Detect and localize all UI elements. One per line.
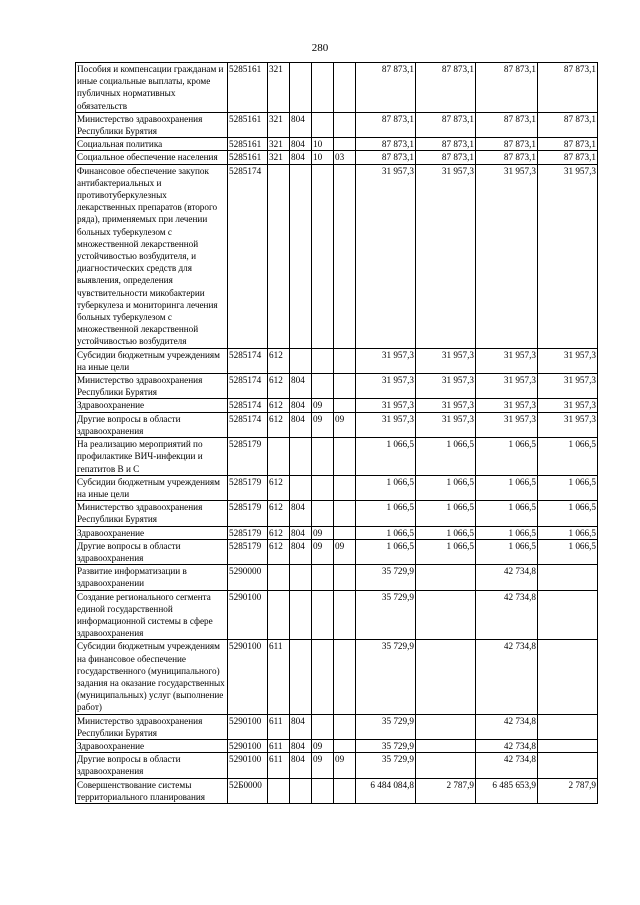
ministry-code: [290, 590, 312, 640]
amount-3: 6 485 653,9: [476, 778, 538, 803]
amount-3: 87 873,1: [476, 63, 538, 113]
amount-4: [538, 590, 598, 640]
section-code: 09: [312, 753, 334, 778]
amount-3: 31 957,3: [476, 374, 538, 399]
expense-type-code: 612: [268, 374, 290, 399]
amount-2: 87 873,1: [416, 63, 476, 113]
section-code: 09: [312, 739, 334, 752]
table-row: [76, 374, 598, 399]
amount-4: 87 873,1: [538, 151, 598, 164]
target-article-code: 52Б0000: [228, 778, 268, 803]
expense-type-code: 612: [268, 348, 290, 373]
table-row: [76, 640, 598, 714]
section-code: 09: [312, 526, 334, 539]
amount-3: 31 957,3: [476, 164, 538, 348]
amount-1: 87 873,1: [356, 151, 416, 164]
subsection-code: [334, 778, 356, 803]
amount-4: 31 957,3: [538, 412, 598, 437]
amount-1: 35 729,9: [356, 640, 416, 714]
table-row: [76, 539, 598, 564]
section-code: [312, 714, 334, 739]
amount-3: 42 734,8: [476, 565, 538, 590]
section-code: [312, 374, 334, 399]
table-row: [76, 778, 598, 803]
table-row: [76, 412, 598, 437]
table-row: [76, 526, 598, 539]
amount-1: 31 957,3: [356, 348, 416, 373]
section-code: [312, 640, 334, 714]
amount-2: 1 066,5: [416, 438, 476, 476]
amount-1: 31 957,3: [356, 164, 416, 348]
amount-4: 31 957,3: [538, 348, 598, 373]
row-name: На реализацию мероприятий по профилактике ВИЧ-инфекции и гепатитов В и С: [76, 438, 228, 476]
expense-type-code: 321: [268, 138, 290, 151]
row-name: Развитие информатизации в здравоохранении: [76, 565, 228, 590]
expense-type-code: 612: [268, 399, 290, 412]
amount-4: [538, 714, 598, 739]
row-name: Здравоохранение: [76, 526, 228, 539]
ministry-code: 804: [290, 739, 312, 752]
amount-2: 87 873,1: [416, 138, 476, 151]
subsection-code: [334, 475, 356, 500]
amount-2: [416, 565, 476, 590]
expense-type-code: 611: [268, 739, 290, 752]
amount-1: 1 066,5: [356, 501, 416, 526]
target-article-code: 5285174: [228, 399, 268, 412]
subsection-code: [334, 590, 356, 640]
row-name: Социальная политика: [76, 138, 228, 151]
row-name: Министерство здравоохранения Республики Бурятия: [76, 714, 228, 739]
section-code: [312, 63, 334, 113]
target-article-code: 5285179: [228, 526, 268, 539]
row-name: Другие вопросы в области здравоохранения: [76, 412, 228, 437]
ministry-code: [290, 475, 312, 500]
ministry-code: [290, 63, 312, 113]
subsection-code: [334, 374, 356, 399]
row-name: Финансовое обеспечение закупок антибактериальных и противотуберкулезных лекарственных препаратов (второго ряда), применяемых при лечении больных туберкулезом с множественной лекарственной устойчивостью возбудителя, и диагностических средств для выявления, определения чувствительности микобактерии туберкулеза и мониторинга лечения больных туберкулезом с множественной лекарственной устойчивостью возбудителя: [76, 164, 228, 348]
ministry-code: 804: [290, 399, 312, 412]
expense-type-code: 321: [268, 151, 290, 164]
ministry-code: 804: [290, 714, 312, 739]
amount-2: [416, 590, 476, 640]
subsection-code: [334, 640, 356, 714]
target-article-code: 5290100: [228, 640, 268, 714]
table-row: [76, 112, 598, 137]
section-code: [312, 438, 334, 476]
amount-1: 87 873,1: [356, 112, 416, 137]
amount-2: 1 066,5: [416, 526, 476, 539]
section-code: 10: [312, 138, 334, 151]
expense-type-code: 612: [268, 475, 290, 500]
target-article-code: 5285161: [228, 151, 268, 164]
target-article-code: 5285161: [228, 138, 268, 151]
amount-3: 1 066,5: [476, 475, 538, 500]
expense-type-code: 612: [268, 501, 290, 526]
expense-type-code: [268, 778, 290, 803]
table-row: [76, 590, 598, 640]
table-row: [76, 138, 598, 151]
section-code: 09: [312, 412, 334, 437]
table-row: [76, 565, 598, 590]
expense-type-code: [268, 438, 290, 476]
row-name: Министерство здравоохранения Республики Бурятия: [76, 374, 228, 399]
ministry-code: [290, 565, 312, 590]
amount-4: 31 957,3: [538, 164, 598, 348]
target-article-code: 5290100: [228, 739, 268, 752]
section-code: [312, 475, 334, 500]
amount-3: 1 066,5: [476, 539, 538, 564]
row-name: Другие вопросы в области здравоохранения: [76, 539, 228, 564]
ministry-code: [290, 348, 312, 373]
ministry-code: 804: [290, 374, 312, 399]
section-code: 10: [312, 151, 334, 164]
target-article-code: 5285174: [228, 374, 268, 399]
table-body: [76, 63, 598, 804]
subsection-code: [334, 164, 356, 348]
table-row: [76, 348, 598, 373]
table-row: [76, 151, 598, 164]
section-code: [312, 590, 334, 640]
ministry-code: 804: [290, 112, 312, 137]
ministry-code: [290, 640, 312, 714]
amount-2: [416, 640, 476, 714]
target-article-code: 5290100: [228, 590, 268, 640]
amount-3: 87 873,1: [476, 151, 538, 164]
amount-2: 1 066,5: [416, 475, 476, 500]
target-article-code: 5285179: [228, 475, 268, 500]
amount-2: 31 957,3: [416, 412, 476, 437]
expense-type-code: 612: [268, 539, 290, 564]
amount-4: 1 066,5: [538, 539, 598, 564]
amount-1: 87 873,1: [356, 138, 416, 151]
amount-2: 31 957,3: [416, 348, 476, 373]
subsection-code: 03: [334, 151, 356, 164]
subsection-code: 09: [334, 753, 356, 778]
subsection-code: [334, 565, 356, 590]
amount-4: 1 066,5: [538, 475, 598, 500]
amount-3: 42 734,8: [476, 739, 538, 752]
amount-2: 31 957,3: [416, 374, 476, 399]
amount-1: 1 066,5: [356, 438, 416, 476]
expense-type-code: 612: [268, 526, 290, 539]
amount-1: 35 729,9: [356, 565, 416, 590]
target-article-code: 5285161: [228, 63, 268, 113]
amount-4: 31 957,3: [538, 374, 598, 399]
amount-1: 6 484 084,8: [356, 778, 416, 803]
target-article-code: 5285174: [228, 164, 268, 348]
target-article-code: 5285179: [228, 438, 268, 476]
amount-1: 35 729,9: [356, 714, 416, 739]
row-name: Здравоохранение: [76, 739, 228, 752]
subsection-code: [334, 438, 356, 476]
amount-3: 1 066,5: [476, 501, 538, 526]
amount-1: 31 957,3: [356, 412, 416, 437]
amount-1: 31 957,3: [356, 374, 416, 399]
ministry-code: 804: [290, 412, 312, 437]
target-article-code: 5290100: [228, 753, 268, 778]
amount-1: 31 957,3: [356, 399, 416, 412]
section-code: [312, 164, 334, 348]
amount-2: 2 787,9: [416, 778, 476, 803]
expense-type-code: [268, 565, 290, 590]
amount-1: 87 873,1: [356, 63, 416, 113]
page-number: 280: [311, 42, 329, 54]
amount-4: [538, 565, 598, 590]
expense-type-code: [268, 164, 290, 348]
target-article-code: 5285161: [228, 112, 268, 137]
table-row: [76, 399, 598, 412]
subsection-code: [334, 138, 356, 151]
amount-2: [416, 753, 476, 778]
amount-4: 1 066,5: [538, 438, 598, 476]
section-code: [312, 565, 334, 590]
amount-1: 35 729,9: [356, 739, 416, 752]
amount-4: 87 873,1: [538, 63, 598, 113]
target-article-code: 5285179: [228, 539, 268, 564]
row-name: Министерство здравоохранения Республики Бурятия: [76, 501, 228, 526]
subsection-code: [334, 739, 356, 752]
amount-4: 87 873,1: [538, 112, 598, 137]
table-row: [76, 164, 598, 348]
section-code: [312, 348, 334, 373]
ministry-code: 804: [290, 539, 312, 564]
expense-type-code: 612: [268, 412, 290, 437]
ministry-code: [290, 164, 312, 348]
amount-1: 35 729,9: [356, 753, 416, 778]
ministry-code: [290, 778, 312, 803]
expense-type-code: [268, 590, 290, 640]
amount-4: [538, 739, 598, 752]
ministry-code: 804: [290, 138, 312, 151]
amount-1: 35 729,9: [356, 590, 416, 640]
ministry-code: 804: [290, 501, 312, 526]
amount-2: [416, 739, 476, 752]
target-article-code: 5290000: [228, 565, 268, 590]
amount-1: 1 066,5: [356, 539, 416, 564]
table-row: [76, 501, 598, 526]
amount-2: 1 066,5: [416, 501, 476, 526]
table-row: [76, 438, 598, 476]
target-article-code: 5285174: [228, 412, 268, 437]
row-name: Социальное обеспечение населения: [76, 151, 228, 164]
amount-4: [538, 640, 598, 714]
amount-3: 42 734,8: [476, 714, 538, 739]
budget-table: [75, 62, 598, 804]
subsection-code: [334, 348, 356, 373]
row-name: Субсидии бюджетным учреждениям на иные цели: [76, 475, 228, 500]
section-code: [312, 112, 334, 137]
ministry-code: 804: [290, 753, 312, 778]
row-name: Министерство здравоохранения Республики Бурятия: [76, 112, 228, 137]
section-code: [312, 778, 334, 803]
subsection-code: [334, 112, 356, 137]
subsection-code: 09: [334, 539, 356, 564]
table-row: [76, 714, 598, 739]
section-code: 09: [312, 539, 334, 564]
row-name: Здравоохранение: [76, 399, 228, 412]
amount-3: 31 957,3: [476, 412, 538, 437]
amount-4: 87 873,1: [538, 138, 598, 151]
amount-4: 1 066,5: [538, 526, 598, 539]
amount-2: 31 957,3: [416, 399, 476, 412]
amount-2: 1 066,5: [416, 539, 476, 564]
section-code: [312, 501, 334, 526]
amount-3: 31 957,3: [476, 348, 538, 373]
amount-3: 1 066,5: [476, 526, 538, 539]
table-row: [76, 475, 598, 500]
target-article-code: 5285179: [228, 501, 268, 526]
amount-2: [416, 714, 476, 739]
subsection-code: [334, 714, 356, 739]
amount-2: 31 957,3: [416, 164, 476, 348]
row-name: Другие вопросы в области здравоохранения: [76, 753, 228, 778]
row-name: Субсидии бюджетным учреждениям на иные цели: [76, 348, 228, 373]
amount-1: 1 066,5: [356, 475, 416, 500]
subsection-code: [334, 501, 356, 526]
amount-2: 87 873,1: [416, 151, 476, 164]
amount-3: 42 734,8: [476, 590, 538, 640]
row-name: Пособия и компенсации гражданам и иные социальные выплаты, кроме публичных нормативных обязательств: [76, 63, 228, 113]
ministry-code: 804: [290, 151, 312, 164]
expense-type-code: 321: [268, 63, 290, 113]
subsection-code: [334, 526, 356, 539]
ministry-code: 804: [290, 526, 312, 539]
amount-4: [538, 753, 598, 778]
amount-4: 2 787,9: [538, 778, 598, 803]
row-name: Создание регионального сегмента единой государственной информационной системы в сфере здравоохранения: [76, 590, 228, 640]
subsection-code: [334, 399, 356, 412]
row-name: Субсидии бюджетным учреждениям на финансовое обеспечение государственного (муниципального) задания на оказание государственных (муниципальных) услуг (выполнение работ): [76, 640, 228, 714]
amount-4: 31 957,3: [538, 399, 598, 412]
table-row: [76, 753, 598, 778]
subsection-code: 09: [334, 412, 356, 437]
amount-3: 31 957,3: [476, 399, 538, 412]
amount-1: 1 066,5: [356, 526, 416, 539]
subsection-code: [334, 63, 356, 113]
amount-3: 42 734,8: [476, 640, 538, 714]
expense-type-code: 611: [268, 714, 290, 739]
target-article-code: 5285174: [228, 348, 268, 373]
expense-type-code: 611: [268, 753, 290, 778]
amount-3: 87 873,1: [476, 112, 538, 137]
amount-4: 1 066,5: [538, 501, 598, 526]
amount-3: 87 873,1: [476, 138, 538, 151]
table-row: [76, 739, 598, 752]
amount-2: 87 873,1: [416, 112, 476, 137]
table-row: [76, 63, 598, 113]
expense-type-code: 321: [268, 112, 290, 137]
ministry-code: [290, 438, 312, 476]
expense-type-code: 611: [268, 640, 290, 714]
section-code: 09: [312, 399, 334, 412]
row-name: Совершенствование системы территориального планирования: [76, 778, 228, 803]
target-article-code: 5290100: [228, 714, 268, 739]
amount-3: 42 734,8: [476, 753, 538, 778]
amount-3: 1 066,5: [476, 438, 538, 476]
